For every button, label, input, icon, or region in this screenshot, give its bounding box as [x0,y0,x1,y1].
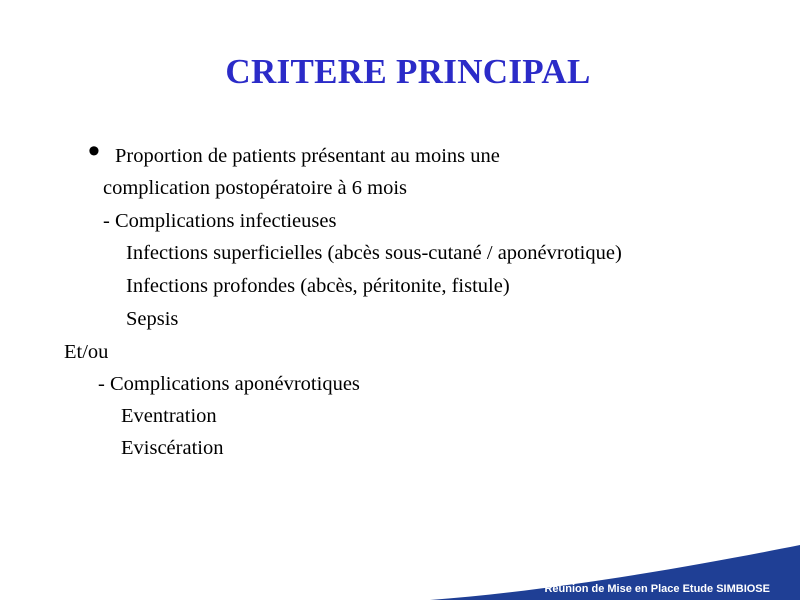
text-line-infectious: - Complications infectieuses [103,210,337,232]
footer-text: Réunion de Mise en Place Etude SIMBIOSE [544,583,770,595]
slide-title: CRITERE PRINCIPAL [225,52,591,91]
text-line-proportion: Proportion de patients présentant au moins une [115,145,500,167]
text-line-sepsis: Sepsis [126,308,179,330]
text-line-etou: Et/ou [64,341,109,363]
text-line-deep: Infections profondes (abcès, péritonite, fistule) [126,275,510,297]
text-line-evisceration: Eviscération [121,437,224,459]
text-line-aponeurotic: - Complications aponévrotiques [98,373,360,395]
text-line-complication: complication postopératoire à 6 mois [103,177,408,199]
text-line-eventration: Eventration [121,405,217,427]
text-line-superficial: Infections superficielles (abcès sous-cutané / aponévrotique) [126,242,622,264]
bullet-point: • [88,132,100,170]
